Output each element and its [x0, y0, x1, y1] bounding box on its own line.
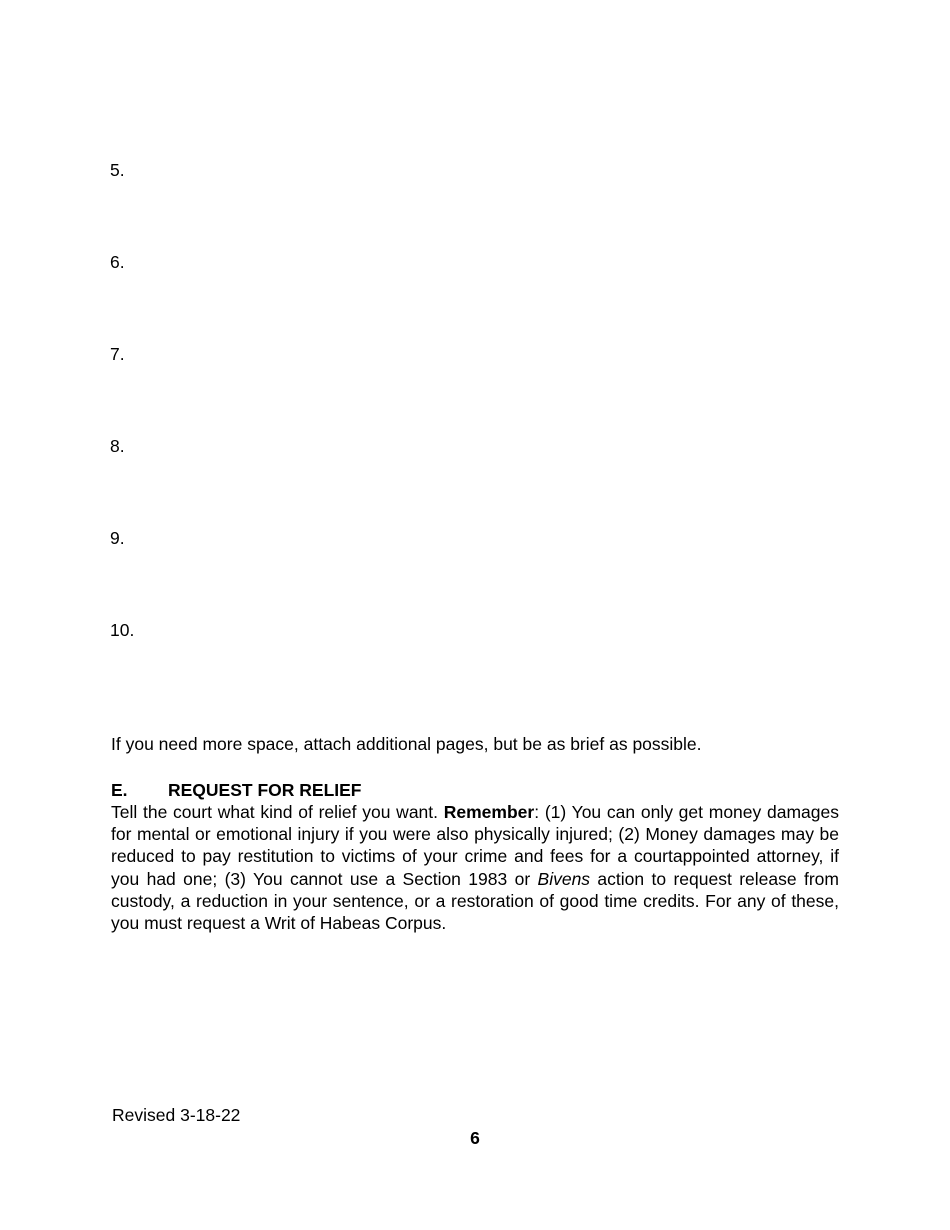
list-number-8: 8. [110, 436, 125, 456]
list-number-6: 6. [110, 252, 125, 272]
list-number-9: 9. [110, 528, 125, 548]
list-number-10: 10. [110, 620, 135, 640]
additional-pages-note: If you need more space, attach additional pages, but be as brief as possible. [111, 734, 702, 754]
revision-date: Revised 3-18-22 [112, 1105, 241, 1125]
section-text-1: Tell the court what kind of relief you want. [111, 802, 444, 822]
list-number-7: 7. [110, 344, 125, 364]
page-number: 6 [470, 1128, 480, 1148]
section-title: REQUEST FOR RELIEF [168, 780, 362, 800]
section-letter: E. [111, 780, 128, 800]
bivens-term: Bivens [537, 868, 591, 889]
section-text-3: action to request release from custody, a reduction in your sentence, or a restoration of good time credits. For any of these, you must request a Writ of Habeas Corpus. [111, 868, 839, 934]
section-heading [111, 779, 361, 801]
remember-label: Remember [443, 802, 535, 822]
section-text-2: : (1) You can only get money damages for mental or emotional injury if you were also physically injured; (2) Money damages may be reduced to pay restitution to victims of your crime and fees for a courtappointed attorney, if you had one; (3) You cannot use a Section 1983 or [111, 802, 839, 889]
section-body [111, 801, 839, 934]
list-number-5: 5. [110, 160, 125, 180]
